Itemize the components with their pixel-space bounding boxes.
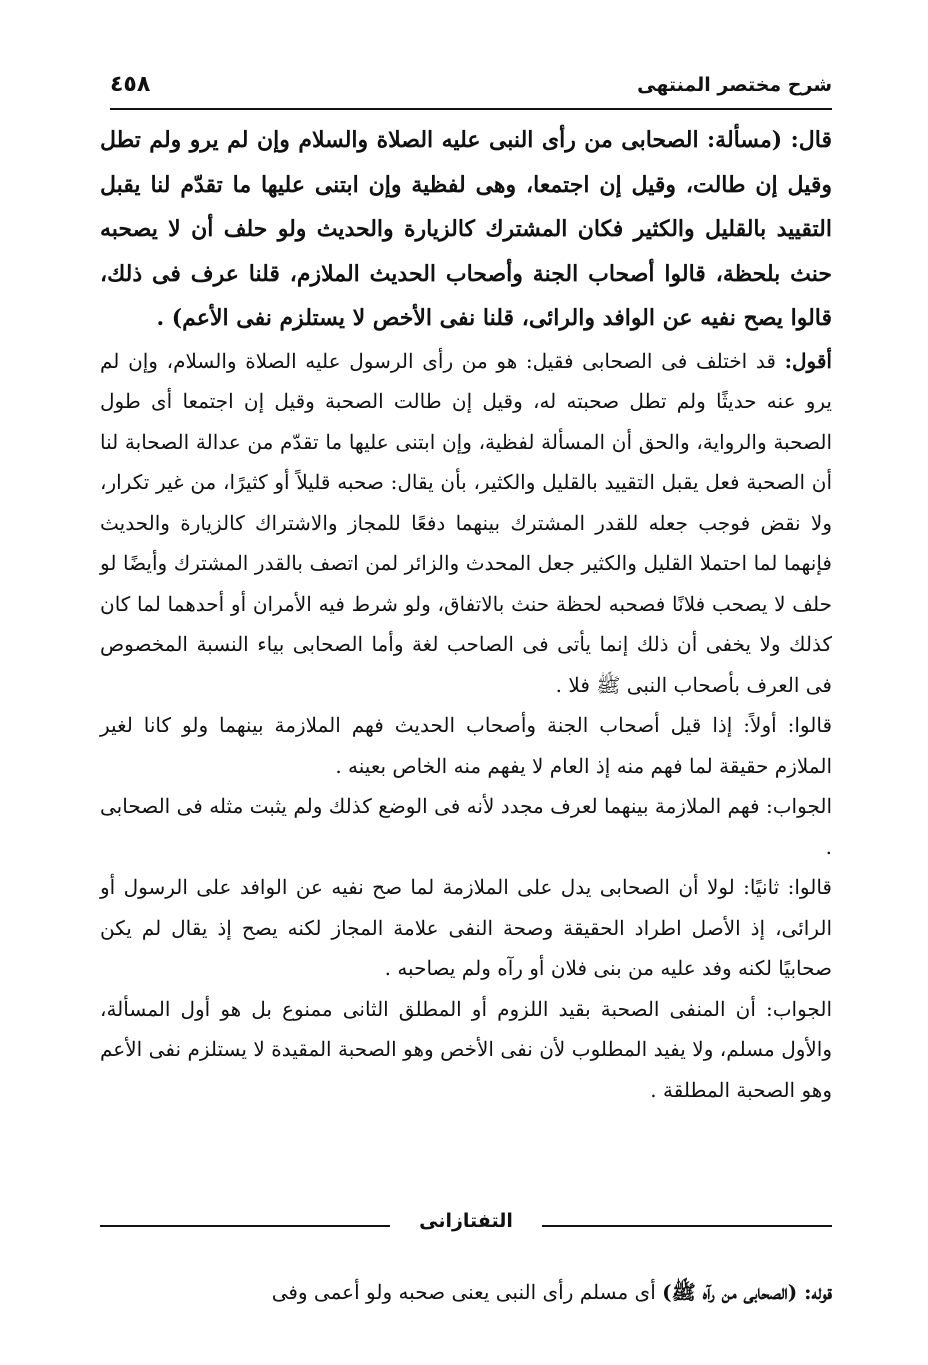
sharh-paragraph-2: [100, 705, 832, 786]
sharh-paragraph-3: [100, 786, 832, 867]
sharh-paragraph-1: [100, 341, 832, 706]
paragraph-text: الجواب: أن المنفى الصحبة بقيد اللزوم أو المطلق الثانى ممنوع بل هو أول المسألة، والأول مسلم، ولا يفيد المطلوب لأن نفى الأخص وهو الصحبة المقيدة لا يستلزم نفى الأعم وهو الصحبة المطلقة .: [100, 996, 832, 1102]
divider-rule-left: [100, 1225, 390, 1227]
commentary-text: أى مسلم رأى النبى يعنى صحبه ولو أعمى وفى: [271, 1280, 663, 1304]
section-divider: [100, 1210, 832, 1240]
commentary-lead: قوله: (الصحابى من رآه ﷺ): [662, 1280, 832, 1304]
commentary-paragraph: [100, 1272, 832, 1312]
paragraph-lead: أقول:: [784, 348, 832, 373]
paragraph-text: قالوا: أولاً: إذا قيل أصحاب الجنة وأصحاب الحديث فهم الملازمة بينهما ولو كانا لغير الملازم حقيقة لما فهم منه إذ العام لا يفهم منه الخاص بعينه .: [100, 713, 832, 778]
paragraph-text: الجواب: فهم الملازمة بينهما لعرف مجدد لأنه فى الوضع كذلك ولم يثبت مثله فى الصحابى .: [100, 794, 832, 859]
main-text: [100, 118, 832, 1110]
paragraph-text: قالوا: ثانيًا: لولا أن الصحابى يدل على الملازمة لما صح نفيه عن الوافد على الرسول أو الرائى، إذ الأصل اطراد الحقيقة وصحة النفى علامة المجاز لكنه يصح إذ يقال لم يكن صحابيًا لكنه وفد عليه من بنى فلان أو رآه ولم يصاحبه .: [100, 875, 832, 980]
sharh-paragraph-4: [100, 867, 832, 989]
sharh-paragraph-5: [100, 989, 832, 1111]
paragraph-text: قد اختلف فى الصحابى فقيل: هو من رأى الرسول عليه الصلاة والسلام، وإن لم يرو عنه حديثًا ولم تطل صحبته له، وقيل إن طالت الصحبة وقيل إن اجتمعا أى طول الصحبة والرواية، والحق أن المسألة لفظية، وإن ابتنى عليها ما تقدّم من عدالة الصحابة لنا أن الصحبة فعل يقبل التقييد بالقليل والكثير، بأن يقال: صحبه قليلاً أو كثيرًا، من غير تكرار، ولا نقض فوجب جعله للقدر المشترك بينهما دفعًا للمجاز والاشتراك كالزيارة والحديث فإنهما لما احتملا القليل والكثير جعل المحدث والزائر لمن اتصف بالقدر المشترك وأيضًا لو حلف لا يصحب فلانًا فصحبه لحظة حنث بالاتفاق، ولو شرط فيه الأمران أو أحدهما لما كان كذلك ولا يخفى أن ذلك إنما يأتى فى الصاحب لغة وأما الصحابى بياء النسبة المخصوص فى العرف بأصحاب النبى ﷺ فلا .: [100, 348, 832, 697]
page-header: [110, 70, 832, 110]
section-label: التفتازانى: [419, 1210, 513, 1232]
book-title: شرح مختصر المنتهى: [637, 74, 832, 96]
matn-paragraph: قال: (مسألة: الصحابى من رأى النبى عليه الصلاة والسلام وإن لم يرو ولم تطل وقيل إن طالت، وقيل إن اجتمعا، وهى لفظية وإن ابتنى عليها ما تقدّم لنا يقبل التقييد بالقليل والكثير فكان المشترك كالزيارة والحديث ولو حلف أن لا يصحبه حنث بلحظة، قالوا أصحاب الجنة وأصحاب الحديث الملازم، قلنا عرف فى ذلك، قالوا يصح نفيه عن الوافد والرائى، قلنا نفى الأخص لا يستلزم نفى الأعم) .: [100, 127, 832, 331]
page-number: ٤٥٨: [110, 72, 151, 97]
